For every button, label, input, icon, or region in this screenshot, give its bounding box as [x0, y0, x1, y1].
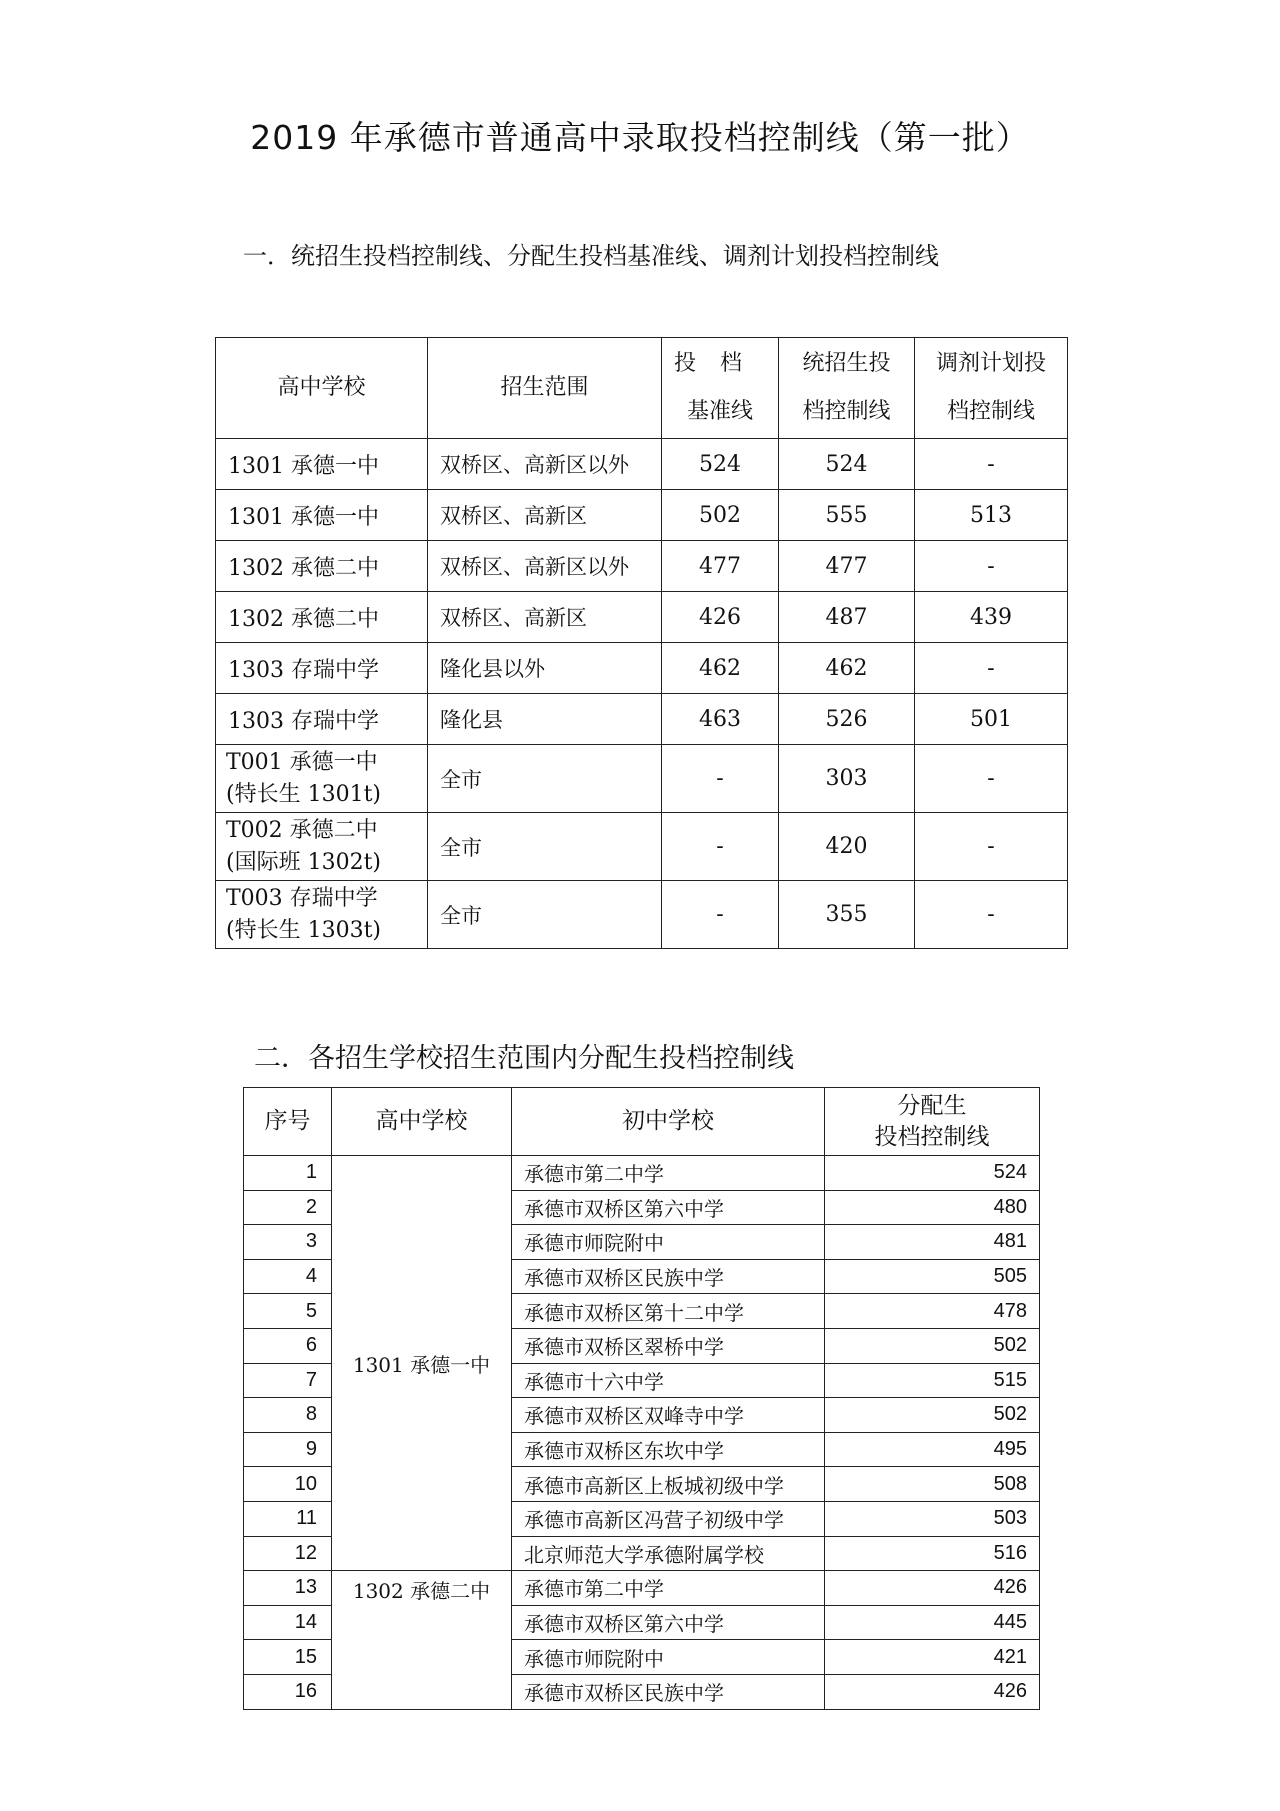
row-number: 11 — [244, 1501, 332, 1536]
range-cell: 隆化县以外 — [428, 643, 662, 694]
unified-cell: 462 — [779, 643, 915, 694]
adjust-cell: - — [915, 439, 1068, 490]
unified-cell: 487 — [779, 592, 915, 643]
header-unified-line1: 统招生投 — [802, 351, 891, 376]
school-line1: T001 承德一中 — [226, 749, 378, 775]
unified-cell: 420 — [779, 813, 915, 881]
unified-cell: 526 — [779, 694, 915, 745]
row-number: 14 — [244, 1605, 332, 1640]
middle-school-cell: 承德市高新区冯营子初级中学 — [512, 1501, 825, 1536]
header-base-line2: 基准线 — [686, 399, 753, 424]
middle-school-cell: 承德市双桥区双峰寺中学 — [512, 1398, 825, 1433]
row-number: 16 — [244, 1674, 332, 1709]
unified-cell: 555 — [779, 490, 915, 541]
score-cell: 502 — [825, 1328, 1040, 1363]
score-cell: 426 — [825, 1571, 1040, 1606]
table-row — [216, 439, 1068, 490]
school-line2: (特长生 1301t) — [226, 781, 381, 807]
base-cell: 502 — [662, 490, 779, 541]
control-line-table — [215, 337, 1068, 949]
section2-heading: 二．各招生学校招生范围内分配生投档控制线 — [254, 1043, 794, 1074]
row-number: 4 — [244, 1259, 332, 1294]
row-number: 7 — [244, 1363, 332, 1398]
adjust-cell: 439 — [915, 592, 1068, 643]
score-cell: 426 — [825, 1674, 1040, 1709]
score-cell: 516 — [825, 1536, 1040, 1571]
middle-school-cell: 承德市十六中学 — [512, 1363, 825, 1398]
school-cell: 1302 承德二中 — [216, 592, 428, 643]
school-cell — [216, 745, 428, 813]
header-high-school: 高中学校 — [332, 1088, 512, 1156]
score-cell: 502 — [825, 1398, 1040, 1433]
row-number: 5 — [244, 1294, 332, 1329]
unified-cell: 303 — [779, 745, 915, 813]
middle-school-cell: 承德市双桥区东坎中学 — [512, 1432, 825, 1467]
adjust-cell: - — [915, 813, 1068, 881]
score-cell: 515 — [825, 1363, 1040, 1398]
middle-school-cell: 承德市第二中学 — [512, 1156, 825, 1191]
table-row — [216, 592, 1068, 643]
row-number: 12 — [244, 1536, 332, 1571]
range-cell: 双桥区、高新区 — [428, 490, 662, 541]
score-cell: 505 — [825, 1259, 1040, 1294]
middle-school-cell: 北京师范大学承德附属学校 — [512, 1536, 825, 1571]
score-cell: 524 — [825, 1156, 1040, 1191]
school-cell: 1303 存瑞中学 — [216, 694, 428, 745]
row-number: 6 — [244, 1328, 332, 1363]
table-row — [216, 490, 1068, 541]
range-cell: 全市 — [428, 745, 662, 813]
score-cell: 481 — [825, 1225, 1040, 1260]
base-cell: 463 — [662, 694, 779, 745]
base-cell: - — [662, 813, 779, 881]
table-row — [244, 1571, 1040, 1606]
school-cell: 1302 承德二中 — [216, 541, 428, 592]
header-adjust-line2: 档控制线 — [946, 399, 1035, 424]
row-number: 9 — [244, 1432, 332, 1467]
range-cell: 双桥区、高新区 — [428, 592, 662, 643]
unified-cell: 477 — [779, 541, 915, 592]
base-cell: 462 — [662, 643, 779, 694]
school-cell: 1303 存瑞中学 — [216, 643, 428, 694]
middle-school-cell: 承德市师院附中 — [512, 1640, 825, 1675]
school-cell: 1301 承德一中 — [216, 439, 428, 490]
section1-heading: 一．统招生投档控制线、分配生投档基准线、调剂计划投档控制线 — [243, 242, 939, 270]
table-row — [244, 1156, 1040, 1191]
score-cell: 478 — [825, 1294, 1040, 1329]
table-row — [216, 813, 1068, 881]
middle-school-cell: 承德市双桥区第六中学 — [512, 1190, 825, 1225]
middle-school-cell: 承德市双桥区翠桥中学 — [512, 1328, 825, 1363]
school-line1: T003 存瑞中学 — [226, 885, 378, 911]
score-cell: 421 — [825, 1640, 1040, 1675]
row-number: 10 — [244, 1467, 332, 1502]
adjust-cell: - — [915, 541, 1068, 592]
table-row — [216, 745, 1068, 813]
row-number: 1 — [244, 1156, 332, 1191]
adjust-cell: - — [915, 745, 1068, 813]
school-cell — [216, 813, 428, 881]
base-cell: 426 — [662, 592, 779, 643]
header-base-line1: 投档 — [673, 351, 766, 376]
base-cell: 477 — [662, 541, 779, 592]
middle-school-cell: 承德市双桥区民族中学 — [512, 1259, 825, 1294]
header-unified-line2: 档控制线 — [802, 399, 891, 424]
adjust-cell: - — [915, 881, 1068, 949]
score-cell: 503 — [825, 1501, 1040, 1536]
header-line — [825, 1088, 1040, 1156]
row-number: 13 — [244, 1571, 332, 1606]
middle-school-cell: 承德市双桥区第六中学 — [512, 1605, 825, 1640]
score-cell: 480 — [825, 1190, 1040, 1225]
range-cell: 全市 — [428, 881, 662, 949]
row-number: 15 — [244, 1640, 332, 1675]
page-title: 2019 年承德市普通高中录取投档控制线（第一批） — [250, 118, 1030, 157]
table-header-row — [244, 1088, 1040, 1156]
adjust-cell: 513 — [915, 490, 1068, 541]
header-school: 高中学校 — [216, 338, 428, 439]
table-row — [216, 694, 1068, 745]
header-line-line2: 投档控制线 — [874, 1123, 990, 1150]
school-cell: 1301 承德一中 — [216, 490, 428, 541]
score-cell: 508 — [825, 1467, 1040, 1502]
middle-school-cell: 承德市双桥区民族中学 — [512, 1674, 825, 1709]
row-number: 8 — [244, 1398, 332, 1433]
header-no: 序号 — [244, 1088, 332, 1156]
table-row — [216, 881, 1068, 949]
school-line1: T002 承德二中 — [226, 817, 378, 843]
middle-school-cell: 承德市师院附中 — [512, 1225, 825, 1260]
header-adjust-line1: 调剂计划投 — [935, 351, 1046, 376]
middle-school-cell: 承德市双桥区第十二中学 — [512, 1294, 825, 1329]
table-header-row — [216, 338, 1068, 439]
header-adjust — [915, 338, 1068, 439]
allocation-line-table — [243, 1087, 1040, 1710]
base-cell: - — [662, 745, 779, 813]
header-unified — [779, 338, 915, 439]
middle-school-cell: 承德市高新区上板城初级中学 — [512, 1467, 825, 1502]
high-school-cell: 1301 承德一中 — [332, 1156, 512, 1571]
header-range: 招生范围 — [428, 338, 662, 439]
row-number: 2 — [244, 1190, 332, 1225]
header-line-line1: 分配生 — [897, 1092, 967, 1119]
range-cell: 双桥区、高新区以外 — [428, 439, 662, 490]
high-school-cell: 1302 承德二中 — [332, 1571, 512, 1709]
header-base — [662, 338, 779, 439]
header-middle-school: 初中学校 — [512, 1088, 825, 1156]
unified-cell: 355 — [779, 881, 915, 949]
school-line2: (特长生 1303t) — [226, 917, 381, 943]
table-row — [216, 643, 1068, 694]
base-cell: - — [662, 881, 779, 949]
row-number: 3 — [244, 1225, 332, 1260]
range-cell: 隆化县 — [428, 694, 662, 745]
range-cell: 全市 — [428, 813, 662, 881]
school-cell — [216, 881, 428, 949]
school-line2: (国际班 1302t) — [226, 849, 381, 875]
adjust-cell: - — [915, 643, 1068, 694]
unified-cell: 524 — [779, 439, 915, 490]
adjust-cell: 501 — [915, 694, 1068, 745]
middle-school-cell: 承德市第二中学 — [512, 1571, 825, 1606]
table-row — [216, 541, 1068, 592]
score-cell: 495 — [825, 1432, 1040, 1467]
base-cell: 524 — [662, 439, 779, 490]
score-cell: 445 — [825, 1605, 1040, 1640]
range-cell: 双桥区、高新区以外 — [428, 541, 662, 592]
